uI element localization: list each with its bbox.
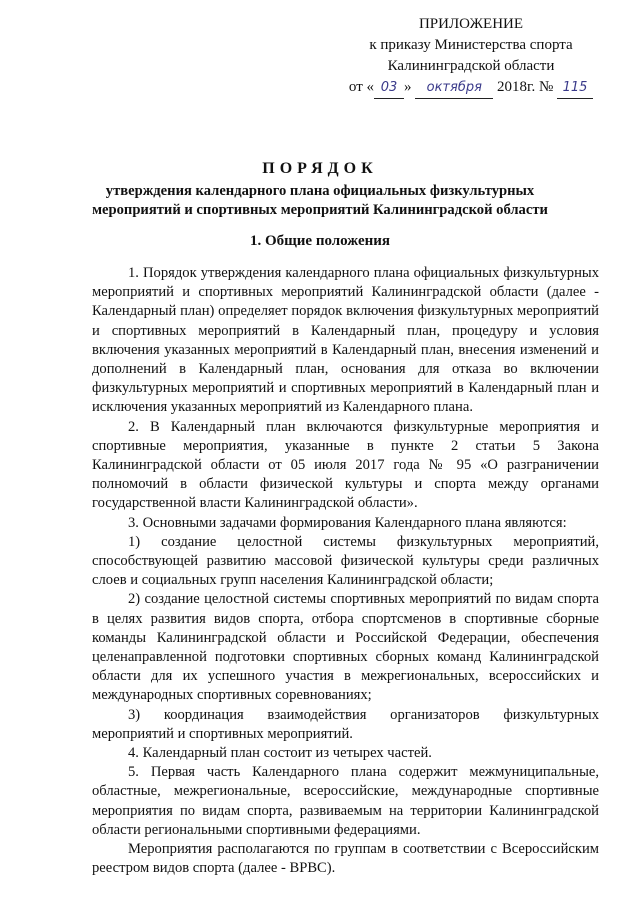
paragraph-3: 3. Основными задачами формирования Календарного плана являются: bbox=[128, 514, 567, 531]
paragraph-3-3: 3) координация взаимодействия организаторов физкультурных мероприятий и спортивных мероприятий. bbox=[92, 706, 599, 742]
order-number-handwritten: 115 bbox=[557, 77, 593, 99]
appendix-title: ПРИЛОЖЕНИЕ bbox=[418, 16, 524, 32]
date-year: 2018г. № bbox=[497, 79, 554, 95]
paragraph-4: 4. Календарный план состоит из четырех частей. bbox=[128, 745, 432, 762]
section-body bbox=[92, 264, 599, 879]
date-mid: » bbox=[404, 79, 412, 95]
paragraph-3-2: 2) создание целостной системы спортивных мероприятий по видам спорта в целях развития видов спорта, отбора спортсменов в спортивные сборные команды Калининградской области и Российской Федерации, обеспечения целенаправленной подготовки спортивных сборных команд Калининградской области для их успешного участия в межрегиональных, всероссийских и международных спортивных соревнованиях; bbox=[92, 591, 599, 704]
document-title: ПОРЯДОК bbox=[262, 160, 378, 177]
appendix-line-1: к приказу Министерства спорта bbox=[369, 37, 573, 53]
document-subtitle: утверждения календарного плана официальных физкультурных мероприятий и спортивных мероприятий Калининградской области bbox=[92, 183, 548, 218]
paragraph-3-1: 1) создание целостной системы физкультурных мероприятий, способствующей развитию массовой физической культуры среди различных слоев и социальных групп населения Калининградской области; bbox=[92, 533, 599, 589]
appendix-date-line bbox=[336, 77, 606, 99]
paragraph-1: 1. Порядок утверждения календарного плана официальных физкультурных мероприятий и спортивных мероприятий Калининградской области (далее - Календарный план) определяет порядок включения физкультурных мероприятий и спортивных мероприятий в Календарный план, процедуру и условия включения указанных мероприятий в Календарный план, внесения изменений и дополнений в Календарный план, основания для отказа во включении физкультурных мероприятий и спортивных мероприятий в Календарный план и исключения указанных мероприятий из Календарного плана. bbox=[92, 265, 599, 416]
paragraph-2: 2. В Календарный план включаются физкультурные мероприятия и спортивные мероприятия, указанные в пункте 2 статьи 5 Закона Калининградской области от 05 июля 2017 года № 95 «О разграничении полномочий в области физической культуры и спорта между органами государственной власти Калининградской области». bbox=[92, 418, 599, 512]
section-heading: 1. Общие положения bbox=[249, 233, 391, 249]
paragraph-5: 5. Первая часть Календарного плана содержит межмуниципальные, областные, межрегиональные, всероссийские, международные спортивные мероприятия по видам спорта, развиваемым на территории Калининградской области региональными спортивными федерациями. bbox=[92, 764, 599, 838]
paragraph-5-groups: Мероприятия располагаются по группам в соответствии с Всероссийским реестром видов спорта (далее - ВРВС). bbox=[92, 841, 599, 877]
date-day-handwritten: 03 bbox=[374, 77, 404, 99]
appendix-header bbox=[336, 14, 606, 99]
date-prefix: от « bbox=[348, 79, 375, 95]
date-month-handwritten: октября bbox=[415, 77, 493, 99]
appendix-line-2: Калининградской области bbox=[387, 58, 555, 74]
